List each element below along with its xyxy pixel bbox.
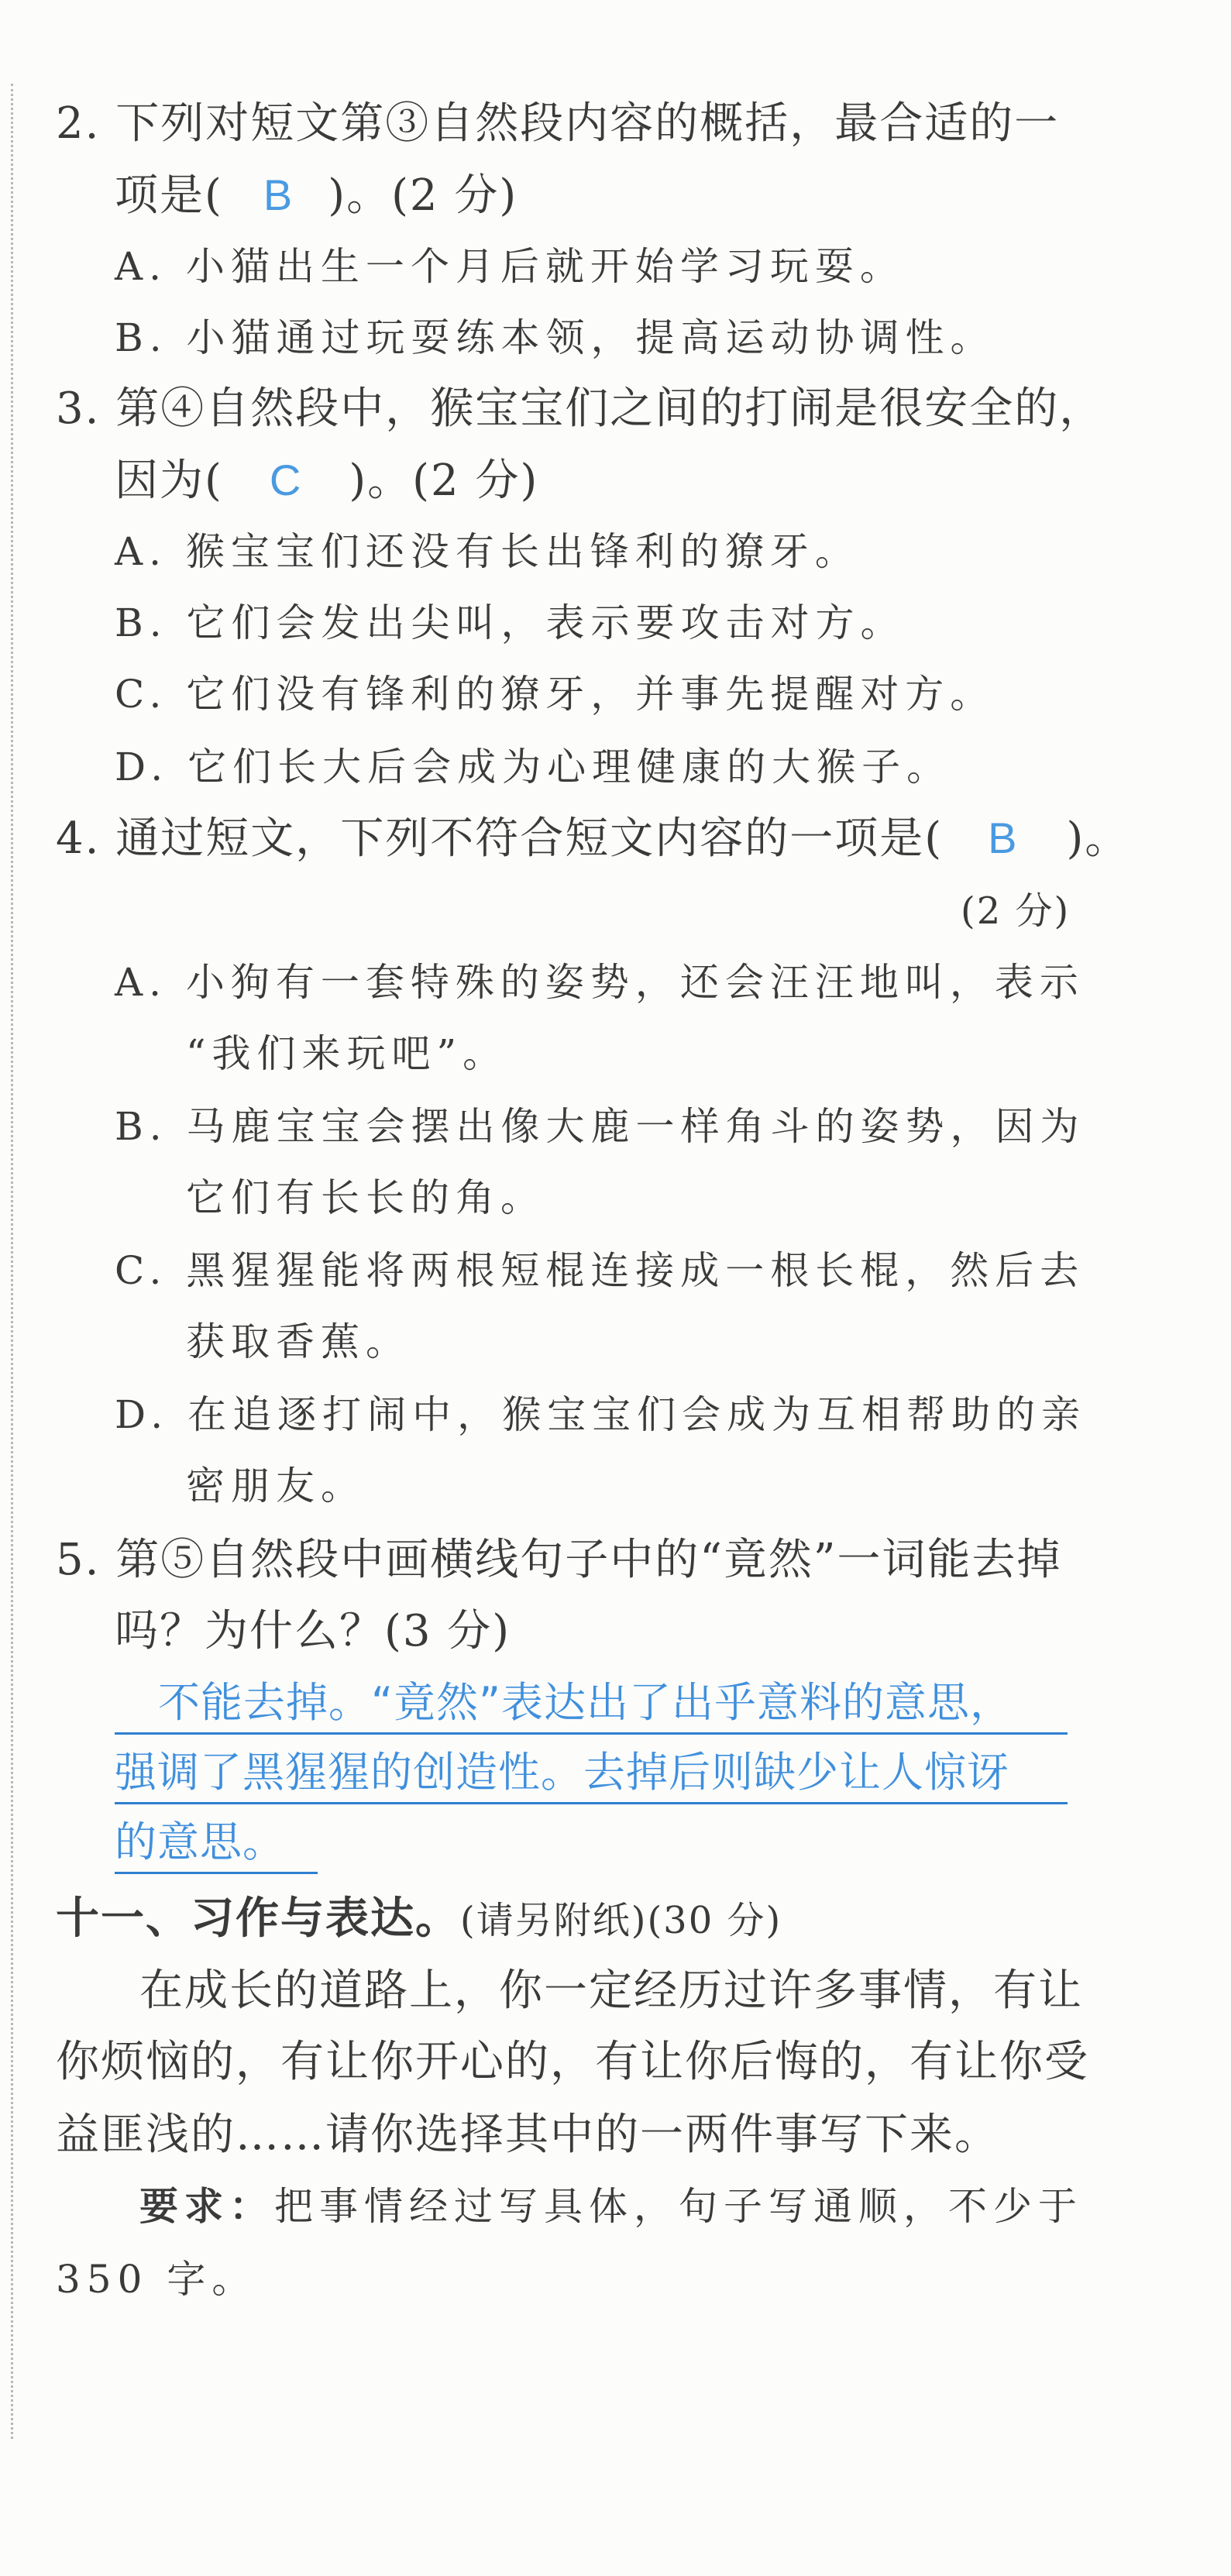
section11-title-rest: (请另附纸)(30 分) (460, 1899, 782, 1942)
q5-answer-line2: 强调了黑猩猩的创造性。去掉后则缺少让人惊讶 (115, 1748, 1009, 1797)
q4-option-d-line2: 密朋友。 (186, 1463, 366, 1508)
q3-option-a: A. 猴宝宝们还没有长出锋利的獠牙。 (115, 529, 860, 574)
q2-stem-line1: 2. 下列对短文第③自然段内容的概括，最合适的一 (56, 98, 1060, 149)
q3-option-b: B. 它们会发出尖叫，表示要攻击对方。 (115, 600, 906, 645)
q4-option-d-line1: D. 在追逐打闹中，猴宝宝们会成为互相帮助的亲 (115, 1392, 1087, 1437)
q3-stem-line2 (115, 452, 538, 509)
q4-stem-pre: 4. 通过短文，下列不符合短文内容的一项是( (56, 813, 944, 864)
q5-answer-line1: 不能去掉。“竟然”表达出了出乎意料的意思， (158, 1678, 1013, 1727)
q4-option-b-line2: 它们有长长的角。 (186, 1175, 545, 1220)
q4-option-a-line2: “我们来玩吧”。 (186, 1031, 508, 1076)
q4-option-c-line1: C. 黑猩猩能将两根短棍连接成一根长棍，然后去 (115, 1248, 1085, 1293)
q4-stem (56, 810, 1130, 867)
q4-option-b-line1: B. 马鹿宝宝会摆出像大鹿一样角斗的姿势，因为 (115, 1104, 1085, 1149)
section11-para-line1: 在成长的道路上，你一定经历过许多事情，有让 (139, 1966, 1083, 2016)
q2-option-b: B. 小猫通过玩耍练本领，提高运动协调性。 (115, 315, 995, 360)
q3-stem-post: )。(2 分) (349, 456, 539, 506)
q4-stem-post: )。 (1066, 813, 1130, 864)
q2-option-a: A. 小猫出生一个月后就开始学习玩耍。 (115, 244, 905, 289)
q2-answer: B (263, 170, 294, 219)
q3-option-c: C. 它们没有锋利的獠牙，并事先提醒对方。 (115, 672, 995, 717)
q2-stem-line2 (115, 167, 518, 224)
q2-stem-post: )。(2 分) (328, 170, 518, 221)
q4-score: (2 分) (961, 889, 1071, 933)
q2-stem-pre: 项是( (115, 170, 223, 221)
section11-requirement-line1 (139, 2179, 1083, 2234)
q3-stem-pre: 因为( (115, 456, 223, 506)
q3-option-d: D. 它们长大后会成为心理健康的大猴子。 (115, 745, 952, 789)
q4-option-a-line1: A. 小狗有一套特殊的姿势，还会汪汪地叫，表示 (115, 960, 1085, 1005)
section11-requirement-line2: 350 字。 (56, 2257, 257, 2302)
q4-option-c-line2: 获取香蕉。 (186, 1319, 411, 1364)
section11-requirement-label: 要求： (139, 2183, 274, 2229)
q5-stem-line2: 吗？为什么？(3 分) (115, 1606, 511, 1656)
q5-answer-underline2 (115, 1802, 1068, 1804)
section11-para-line3: 益匪浅的……请你选择其中的一两件事写下来。 (56, 2110, 999, 2160)
q5-stem-line1: 5. 第⑤自然段中画横线句子中的“竟然”一词能去掉 (56, 1535, 1062, 1585)
section11-title-bold: 十一、习作与表达。 (56, 1893, 460, 1944)
q3-answer: C (269, 456, 303, 504)
section11-title (56, 1890, 782, 1948)
q5-answer-line3: 的意思。 (115, 1818, 285, 1866)
q4-answer: B (988, 813, 1019, 862)
q5-answer-underline3 (115, 1872, 318, 1874)
section11-para-line2: 你烦恼的，有让你开心的，有让你后悔的，有让你受 (56, 2037, 1089, 2087)
section11-requirement-text: 把事情经过写具体，句子写通顺，不少于 (274, 2184, 1083, 2229)
q5-answer-underline1 (115, 1732, 1068, 1735)
q3-stem-line1: 3. 第④自然段中，猴宝宝们之间的打闹是很安全的， (56, 383, 1105, 434)
